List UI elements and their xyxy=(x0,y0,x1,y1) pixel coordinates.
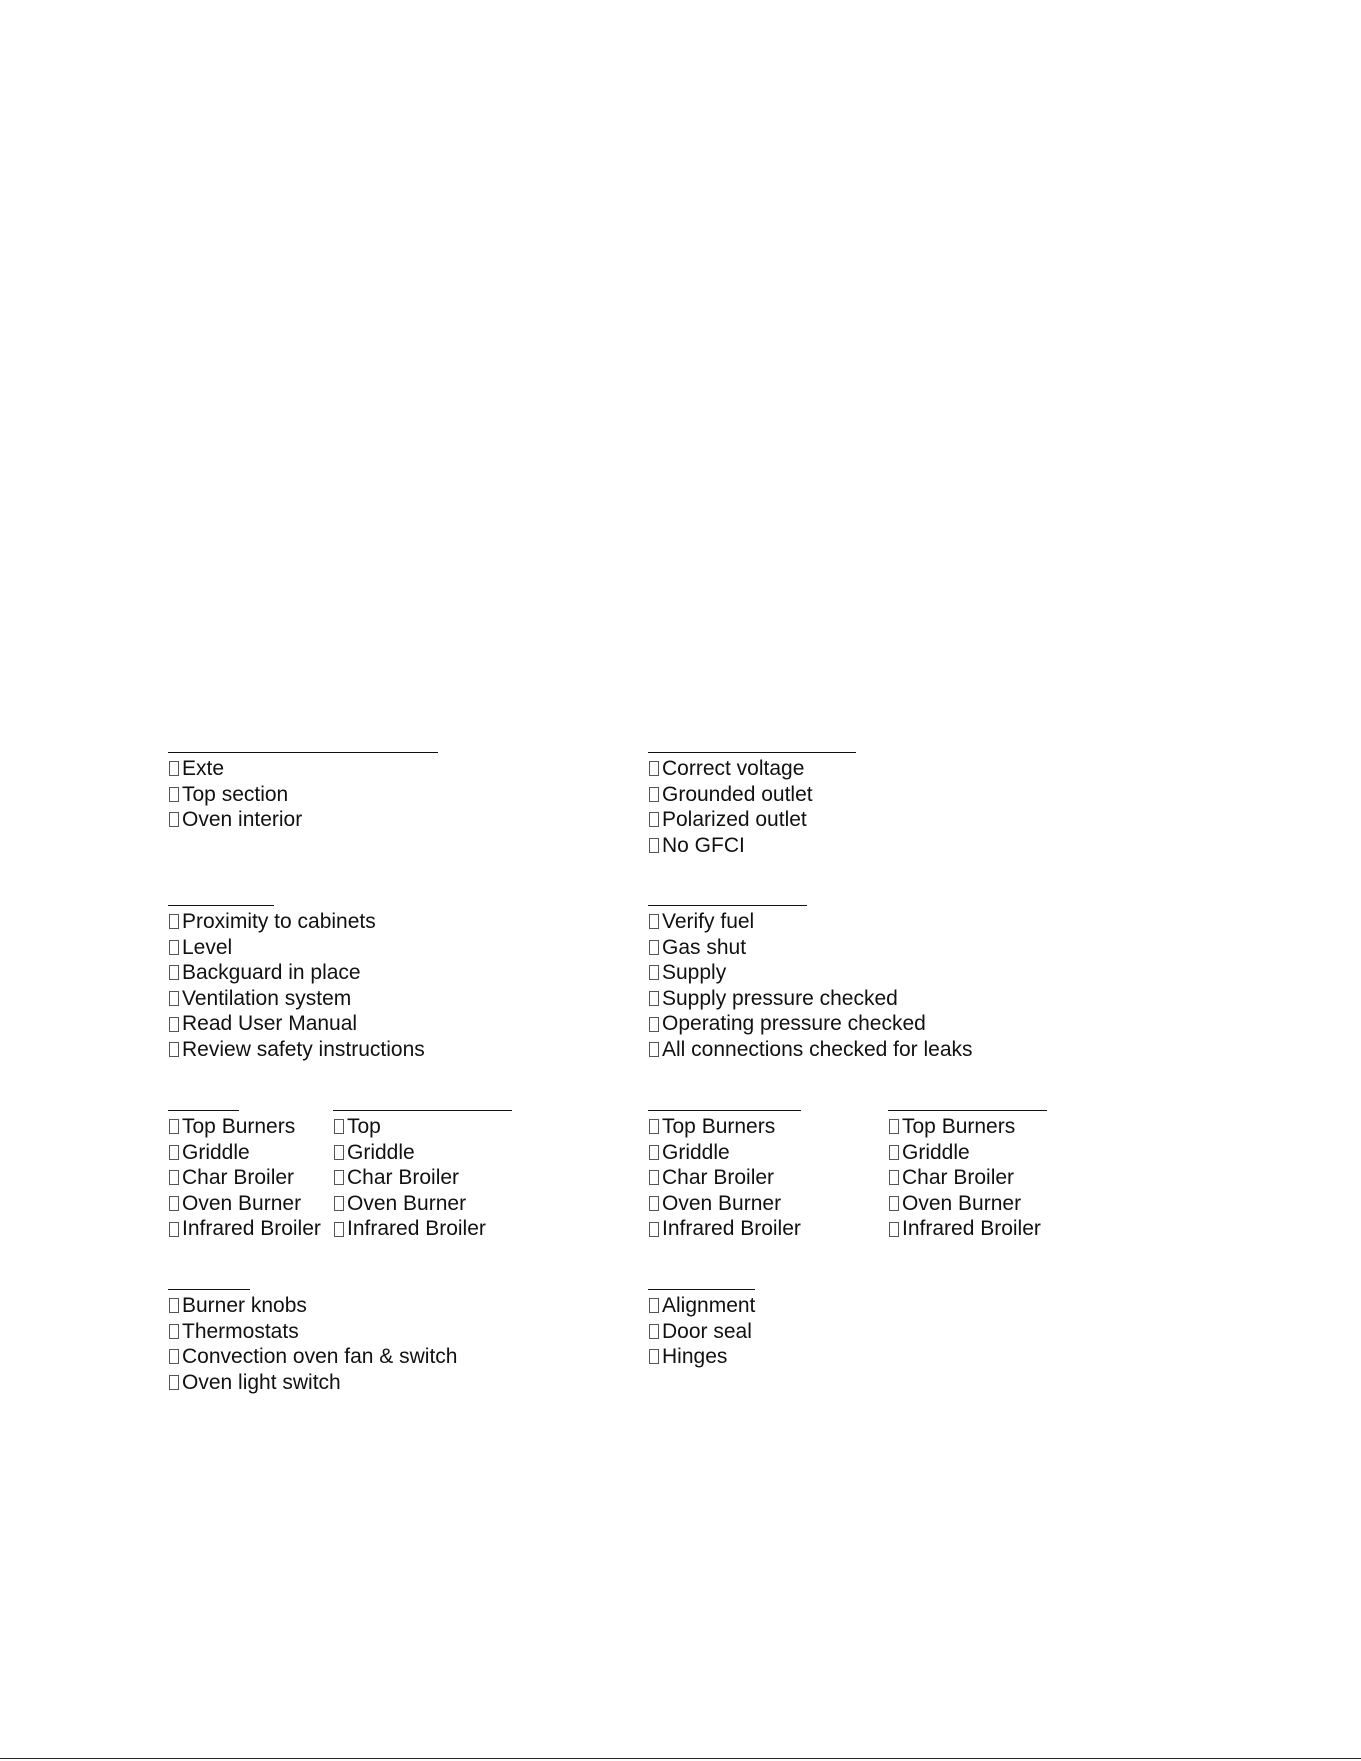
checklist-item-label: Top xyxy=(347,1115,381,1138)
checklist-item-label: Alignment xyxy=(662,1294,756,1317)
appearance-checklist xyxy=(168,756,302,833)
checklist-item-label: No GFCI xyxy=(662,833,745,857)
burners-4-heading-line xyxy=(888,1110,1047,1111)
burners-1-checklist xyxy=(168,1114,321,1242)
checklist-item-label: Oven light switch xyxy=(182,1370,341,1394)
checkbox[interactable] xyxy=(169,1349,179,1364)
checkbox[interactable] xyxy=(649,787,659,802)
installation-checklist xyxy=(168,909,425,1063)
checkbox[interactable] xyxy=(889,1170,899,1185)
checklist-item[interactable] xyxy=(648,1165,801,1191)
checklist-item[interactable] xyxy=(168,1011,425,1037)
checkbox[interactable] xyxy=(334,1222,344,1237)
checkbox[interactable] xyxy=(169,1324,179,1339)
checkbox[interactable] xyxy=(649,991,659,1006)
checklist-item-label: Top section xyxy=(182,782,289,806)
checklist-item[interactable] xyxy=(888,1191,1041,1217)
checklist-item[interactable] xyxy=(648,986,973,1012)
checklist-item-label: Top Burners xyxy=(662,1115,776,1138)
checklist-item[interactable] xyxy=(168,1165,321,1191)
page-bottom-edge xyxy=(0,1758,1361,1759)
checklist-item-label: Top Burners xyxy=(902,1115,1016,1138)
checklist-item[interactable] xyxy=(168,1370,457,1396)
burners-4-checklist xyxy=(888,1114,1041,1242)
checkbox[interactable] xyxy=(649,1324,659,1339)
checkbox[interactable] xyxy=(334,1145,344,1160)
checklist-item[interactable] xyxy=(648,1011,973,1037)
checklist-item-label: Supply pressure checked xyxy=(662,986,898,1010)
burners-2-checklist xyxy=(333,1114,486,1242)
checklist-item[interactable] xyxy=(888,1216,1041,1242)
checkbox[interactable] xyxy=(169,1170,179,1185)
burners-1-heading-line xyxy=(168,1110,239,1111)
checkbox[interactable] xyxy=(649,1042,659,1057)
checklist-item[interactable] xyxy=(168,1114,321,1140)
checklist-item-label: Ventilation system xyxy=(182,986,352,1010)
checklist-item-label: Top Burners xyxy=(182,1115,296,1138)
checklist-item-label: Oven interior xyxy=(182,808,303,832)
checkbox[interactable] xyxy=(649,965,659,980)
checklist-item[interactable] xyxy=(888,1165,1041,1191)
checkbox[interactable] xyxy=(649,1298,659,1313)
checklist-item[interactable] xyxy=(648,935,973,961)
checklist-item[interactable] xyxy=(168,1191,321,1217)
burners-3-checklist xyxy=(648,1114,801,1242)
checkbox[interactable] xyxy=(169,812,179,827)
checklist-item[interactable] xyxy=(168,1344,457,1370)
gas-checklist xyxy=(648,909,973,1063)
checklist-item[interactable] xyxy=(168,782,302,808)
checkbox[interactable] xyxy=(649,1222,659,1237)
checklist-item[interactable] xyxy=(648,807,813,833)
checklist-item-label: Char Broiler xyxy=(902,1166,1015,1190)
checkbox[interactable] xyxy=(889,1145,899,1160)
checkbox[interactable] xyxy=(169,787,179,802)
checklist-item-label: Review safety instructions xyxy=(182,1037,425,1061)
checkbox[interactable] xyxy=(889,1119,899,1134)
checklist-item[interactable] xyxy=(333,1191,486,1217)
checklist-item[interactable] xyxy=(648,1037,973,1063)
checklist-item[interactable] xyxy=(648,782,813,808)
checkbox[interactable] xyxy=(649,1145,659,1160)
checkbox[interactable] xyxy=(169,1017,179,1032)
checklist-item-label: Infrared Broiler xyxy=(182,1217,321,1241)
checkbox[interactable] xyxy=(649,1119,659,1134)
checklist-item[interactable] xyxy=(888,1114,1041,1140)
checklist-item-label: Gas shut xyxy=(662,935,747,959)
checkbox[interactable] xyxy=(169,914,179,929)
checkbox[interactable] xyxy=(169,1196,179,1211)
checkbox[interactable] xyxy=(334,1196,344,1211)
checklist-item-label: Oven Burner xyxy=(347,1191,467,1215)
checkbox[interactable] xyxy=(649,940,659,955)
electrical-heading-line xyxy=(648,752,856,753)
checkbox[interactable] xyxy=(649,812,659,827)
checklist-item[interactable] xyxy=(648,1293,755,1319)
checklist-item[interactable] xyxy=(168,1319,457,1345)
checkbox[interactable] xyxy=(334,1170,344,1185)
checkbox[interactable] xyxy=(169,965,179,980)
oven-door-checklist xyxy=(648,1293,755,1370)
checklist-item-label: Char Broiler xyxy=(182,1166,295,1190)
checklist-item-label: Char Broiler xyxy=(347,1166,460,1190)
checkbox[interactable] xyxy=(649,761,659,776)
checklist-item-label: Hinges xyxy=(662,1345,728,1369)
checkbox[interactable] xyxy=(169,1119,179,1134)
controls-heading-line xyxy=(168,1289,250,1290)
checklist-item[interactable] xyxy=(333,1216,486,1242)
checklist-item-label: Griddle xyxy=(347,1140,415,1164)
checkbox[interactable] xyxy=(649,914,659,929)
checklist-item-label: Correct voltage xyxy=(662,757,805,780)
checkbox[interactable] xyxy=(169,991,179,1006)
electrical-checklist xyxy=(648,756,813,858)
checklist-item-label: Read User Manual xyxy=(182,1012,358,1036)
checklist-item-label: Convection oven fan & switch xyxy=(182,1345,458,1369)
checklist-item[interactable] xyxy=(168,756,302,782)
checkbox[interactable] xyxy=(889,1196,899,1211)
gas-heading-line xyxy=(648,905,807,906)
checklist-item[interactable] xyxy=(648,1319,755,1345)
checkbox[interactable] xyxy=(649,1196,659,1211)
oven-door-heading-line xyxy=(648,1289,755,1290)
appearance-heading-line xyxy=(168,752,438,753)
checkbox[interactable] xyxy=(334,1119,344,1134)
checklist-item-label: Exte xyxy=(182,757,225,780)
checklist-item[interactable] xyxy=(648,833,813,859)
checklist-item-label: Char Broiler xyxy=(662,1166,775,1190)
checklist-item[interactable] xyxy=(168,909,425,935)
checkbox[interactable] xyxy=(169,1145,179,1160)
checklist-item-label: Thermostats xyxy=(182,1319,299,1343)
checklist-item[interactable] xyxy=(168,1293,457,1319)
checkbox[interactable] xyxy=(889,1222,899,1237)
checklist-item-label: Griddle xyxy=(662,1140,730,1164)
checklist-item-label: Griddle xyxy=(902,1140,970,1164)
checkbox[interactable] xyxy=(649,1349,659,1364)
checklist-item[interactable] xyxy=(168,1037,425,1063)
installation-heading-line xyxy=(168,905,274,906)
checklist-item-label: Operating pressure checked xyxy=(662,1012,926,1036)
checkbox[interactable] xyxy=(169,1375,179,1390)
checkbox[interactable] xyxy=(169,1298,179,1313)
checklist-item-label: Griddle xyxy=(182,1140,250,1164)
checklist-item[interactable] xyxy=(168,807,302,833)
checkbox[interactable] xyxy=(169,940,179,955)
checklist-item-label: Infrared Broiler xyxy=(347,1217,486,1241)
checklist-item-label: Door seal xyxy=(662,1319,752,1343)
checklist-item-label: Infrared Broiler xyxy=(662,1217,801,1241)
checklist-item[interactable] xyxy=(648,1191,801,1217)
checklist-item[interactable] xyxy=(333,1140,486,1166)
checklist-item[interactable] xyxy=(333,1114,486,1140)
burners-3-heading-line xyxy=(648,1110,801,1111)
checklist-item[interactable] xyxy=(648,1344,755,1370)
checklist-item[interactable] xyxy=(648,1216,801,1242)
checklist-item-label: Oven Burner xyxy=(902,1191,1022,1215)
checklist-item[interactable] xyxy=(168,935,425,961)
checklist-item[interactable] xyxy=(648,1114,801,1140)
checklist-item-label: Burner knobs xyxy=(182,1294,307,1317)
controls-checklist xyxy=(168,1293,457,1395)
checklist-item[interactable] xyxy=(648,960,973,986)
checklist-item[interactable] xyxy=(648,1140,801,1166)
checkbox[interactable] xyxy=(169,1222,179,1237)
burners-2-heading-line xyxy=(333,1110,512,1111)
checklist-item-label: Supply xyxy=(662,961,727,985)
checkbox[interactable] xyxy=(649,838,659,853)
checklist-item[interactable] xyxy=(888,1140,1041,1166)
checkbox[interactable] xyxy=(649,1170,659,1185)
checklist-item[interactable] xyxy=(648,909,973,935)
checkbox[interactable] xyxy=(169,761,179,776)
checkbox[interactable] xyxy=(649,1017,659,1032)
checklist-item[interactable] xyxy=(168,1140,321,1166)
checklist-item[interactable] xyxy=(168,960,425,986)
checklist-item-label: All connections checked for leaks xyxy=(662,1037,973,1061)
checklist-item-label: Grounded outlet xyxy=(662,782,813,806)
checklist-item-label: Oven Burner xyxy=(662,1191,782,1215)
checklist-item-label: Verify fuel xyxy=(662,910,755,933)
checklist-item-label: Backguard in place xyxy=(182,961,361,985)
checklist-item-label: Proximity to cabinets xyxy=(182,910,376,933)
checklist-item[interactable] xyxy=(333,1165,486,1191)
checklist-item[interactable] xyxy=(168,1216,321,1242)
checklist-item-label: Polarized outlet xyxy=(662,808,807,832)
checklist-item[interactable] xyxy=(168,986,425,1012)
checklist-item-label: Oven Burner xyxy=(182,1191,302,1215)
checklist-item-label: Infrared Broiler xyxy=(902,1217,1041,1241)
checkbox[interactable] xyxy=(169,1042,179,1057)
checklist-item[interactable] xyxy=(648,756,813,782)
checklist-item-label: Level xyxy=(182,935,233,959)
